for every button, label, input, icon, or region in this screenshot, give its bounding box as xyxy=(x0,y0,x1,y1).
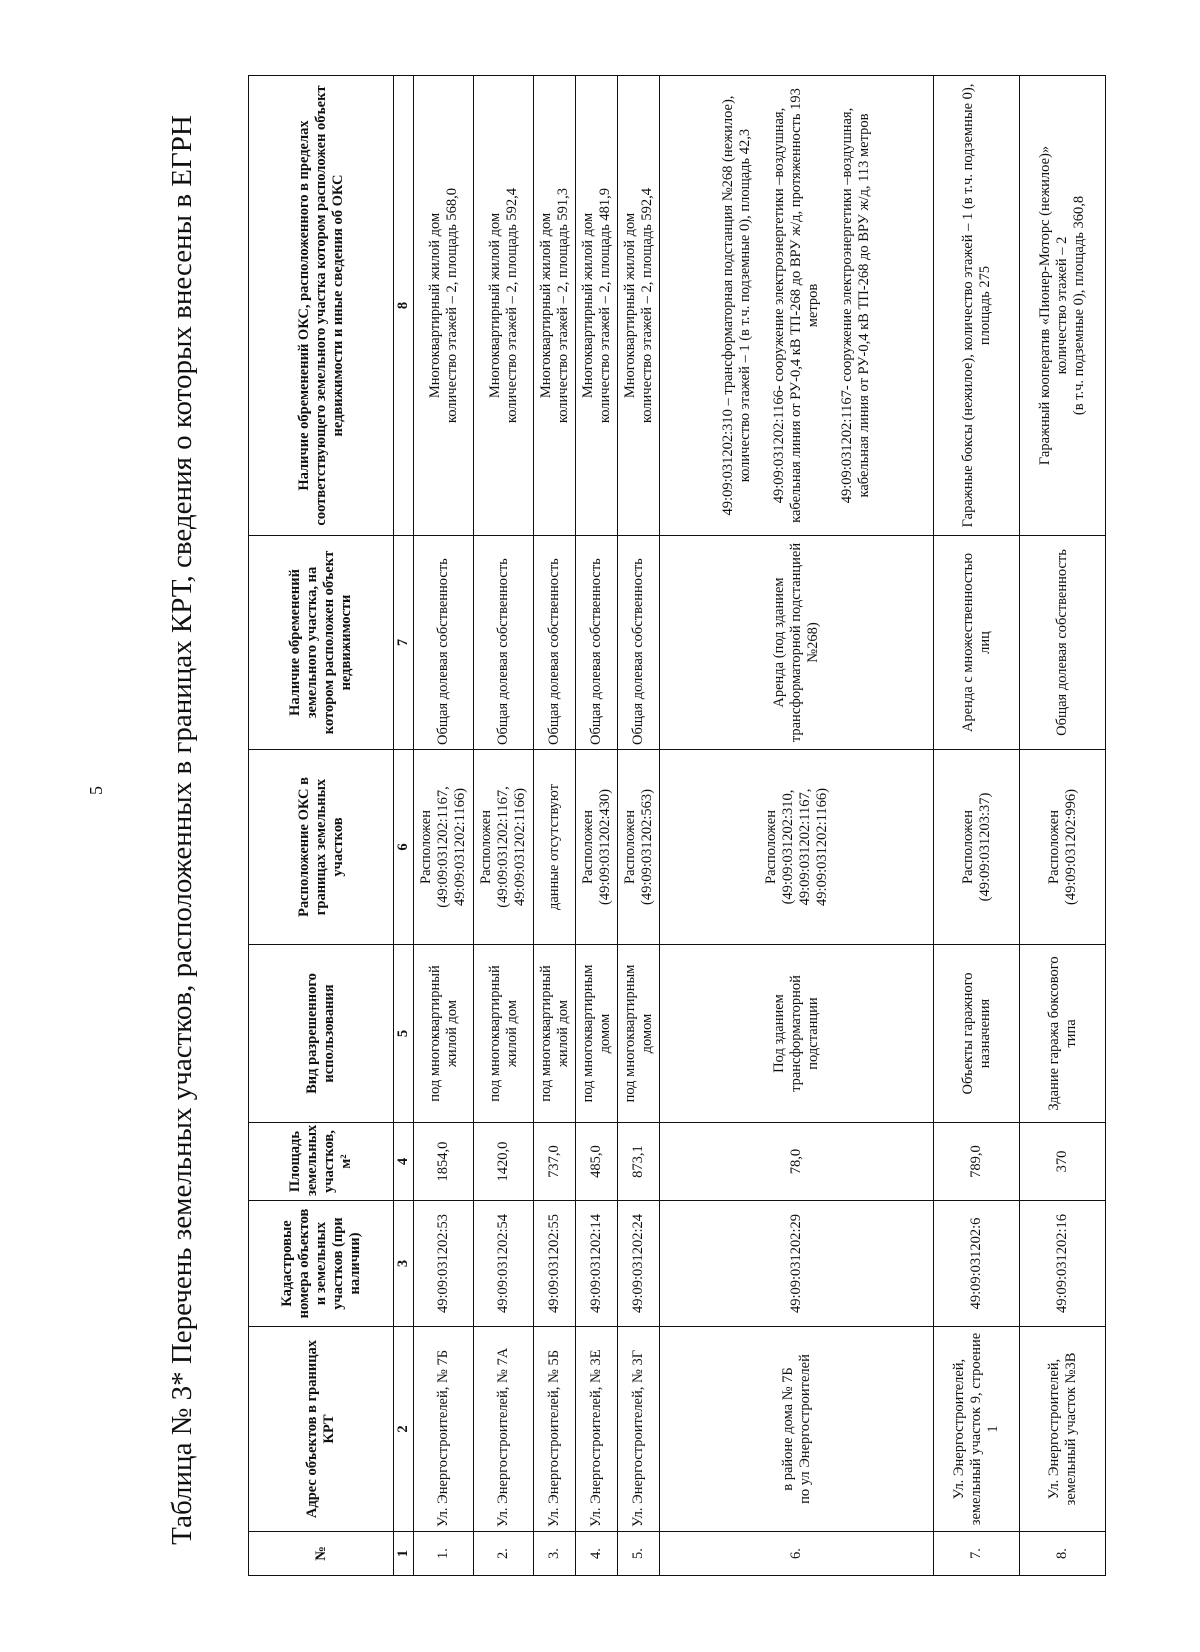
header-number: № xyxy=(249,1532,394,1576)
table-row xyxy=(576,76,618,1576)
encumbrance-oks-cell: Гаражный кооператив «Пионер-Моторс (нежилое)» количество этажей – 2 (в т.ч. подземные 0), площадь 360,8 xyxy=(1020,76,1106,536)
area-cell: 737,0 xyxy=(534,1123,576,1201)
encumbrance-land-cell: Общая долевая собственность xyxy=(576,536,618,750)
cadastral-cell: 49:09:031202:53 xyxy=(414,1201,474,1327)
header-encumbrance-oks: Наличие обременений ОКС, расположенного в пределах соответствующего земельного участка котором расположен объект недвижимости и иные сведения об ОКС xyxy=(249,76,394,536)
header-encumbrance-land: Наличие обременений земельного участка, на котором расположен объект недвижимости xyxy=(249,536,394,750)
table-row xyxy=(534,76,576,1576)
encumbrance-oks-cell: Гаражные боксы (нежилое), количество этажей – 1 (в т.ч. подземные 0), площадь 275 xyxy=(934,76,1020,536)
header-use: Вид разрешенного использования xyxy=(249,945,394,1123)
location-cell: Расположен (49:09:031202:1167, 49:09:031202:1166) xyxy=(414,750,474,945)
table-row xyxy=(618,76,660,1576)
encumbrance-land-cell: Аренда с множественностью лиц xyxy=(934,536,1020,750)
encumbrance-oks-cell: Многоквартирный жилой дом количество этажей – 2, площадь 592,4 xyxy=(618,76,660,536)
cadastral-cell: 49:09:031202:6 xyxy=(934,1201,1020,1327)
table-row xyxy=(1020,76,1106,1576)
encumbrance-oks-cell: Многоквартирный жилой дом количество этажей – 2, площадь 591,3 xyxy=(534,76,576,536)
cadastral-cell: 49:09:031202:54 xyxy=(474,1201,534,1327)
row-number: 2. xyxy=(474,1532,534,1576)
table-row xyxy=(934,76,1020,1576)
column-number: 8 xyxy=(394,76,414,536)
location-cell: Расположен (49:09:031202:310, 49:09:031202:1167, 49:09:031202:1166) xyxy=(660,750,934,945)
page-number: 5 xyxy=(86,786,106,795)
use-cell: Объекты гаражного назначения xyxy=(934,945,1020,1123)
address-cell: в районе дома № 7Б по ул Энергостроителей xyxy=(660,1327,934,1532)
column-number: 1 xyxy=(394,1532,414,1576)
cadastral-cell: 49:09:031202:24 xyxy=(618,1201,660,1327)
encumbrance-land-cell: Общая долевая собственность xyxy=(1020,536,1106,750)
area-cell: 789,0 xyxy=(934,1123,1020,1201)
use-cell: Здание гаража боксового типа xyxy=(1020,945,1106,1123)
land-plots-table xyxy=(248,75,1106,1576)
encumbrance-land-cell: Общая долевая собственность xyxy=(414,536,474,750)
encumbrance-land-cell: Общая долевая собственность xyxy=(474,536,534,750)
location-cell: Расположен (49:09:031202:996) xyxy=(1020,750,1106,945)
location-cell: Расположен (49:09:031202:563) xyxy=(618,750,660,945)
table-title: Таблица № 3* Перечень земельных участков, расположенных в границах КРТ, сведения о которых внесены в ЕГРН xyxy=(166,115,198,1545)
area-cell: 1854,0 xyxy=(414,1123,474,1201)
location-cell: Расположен (49:09:031202:430) xyxy=(576,750,618,945)
column-number: 3 xyxy=(394,1201,414,1327)
column-number: 2 xyxy=(394,1327,414,1532)
header-cadastral: Кадастровые номера объектов и земельных участков (при наличии) xyxy=(249,1201,394,1327)
cadastral-cell: 49:09:031202:29 xyxy=(660,1201,934,1327)
area-cell: 370 xyxy=(1020,1123,1106,1201)
address-cell: Ул. Энергостроителей, № 7А xyxy=(474,1327,534,1532)
encumbrance-oks-cell: Многоквартирный жилой дом количество этажей – 2, площадь 568,0 xyxy=(414,76,474,536)
area-cell: 1420,0 xyxy=(474,1123,534,1201)
area-cell: 78,0 xyxy=(660,1123,934,1201)
location-cell: Расположен (49:09:031203:37) xyxy=(934,750,1020,945)
use-cell: под многоквартирный жилой дом xyxy=(474,945,534,1123)
table-row xyxy=(660,76,934,1576)
use-cell: Под зданием трансформаторной подстанции xyxy=(660,945,934,1123)
header-location: Расположение ОКС в границах земельных участков xyxy=(249,750,394,945)
cadastral-cell: 49:09:031202:16 xyxy=(1020,1201,1106,1327)
address-cell: Ул. Энергостроителей, № 3Г xyxy=(618,1327,660,1532)
area-cell: 485,0 xyxy=(576,1123,618,1201)
encumbrance-oks-cell: Многоквартирный жилой дом количество этажей – 2, площадь 592,4 xyxy=(474,76,534,536)
column-number-row xyxy=(394,76,414,1576)
row-number: 5. xyxy=(618,1532,660,1576)
area-cell: 873,1 xyxy=(618,1123,660,1201)
row-number: 1. xyxy=(414,1532,474,1576)
address-cell: Ул. Энергостроителей, земельный участок №3В xyxy=(1020,1327,1106,1532)
table-header-row xyxy=(249,76,394,1576)
location-cell: Расположен (49:09:031202:1167, 49:09:031202:1166) xyxy=(474,750,534,945)
row-number: 4. xyxy=(576,1532,618,1576)
cadastral-cell: 49:09:031202:55 xyxy=(534,1201,576,1327)
column-number: 4 xyxy=(394,1123,414,1201)
use-cell: под многоквартирный жилой дом xyxy=(414,945,474,1123)
use-cell: под многоквартирным домом xyxy=(576,945,618,1123)
table-row xyxy=(474,76,534,1576)
cadastral-cell: 49:09:031202:14 xyxy=(576,1201,618,1327)
encumbrance-oks-cell: Многоквартирный жилой дом количество этажей – 2, площадь 481,9 xyxy=(576,76,618,536)
row-number: 7. xyxy=(934,1532,1020,1576)
address-cell: Ул. Энергостроителей, земельный участок 9, строение 1 xyxy=(934,1327,1020,1532)
row-number: 6. xyxy=(660,1532,934,1576)
location-cell: данные отсутствуют xyxy=(534,750,576,945)
address-cell: Ул. Энергостроителей, № 5Б xyxy=(534,1327,576,1532)
row-number: 8. xyxy=(1020,1532,1106,1576)
rotated-page-content xyxy=(166,60,1186,1600)
column-number: 6 xyxy=(394,750,414,945)
encumbrance-oks-cell: 49:09:031202:310 – трансформаторная подстанция №268 (нежилое), количество этажей – 1 (в т.ч. подземные 0), площадь 42,3 49:09:031202:1166- сооружение электроэнергетики –воздушная, кабельная линия от РУ-0,4 кВ ТП-268 до ВРУ ж/д, протяженность 193 метров 49:09:031202:1167- сооружение электроэнергетики –воздушная, кабельная линия от РУ-0,4 кВ ТП-268 до ВРУ ж/д, 113 метров xyxy=(660,76,934,536)
header-area: Площадь земельных участков, м² xyxy=(249,1123,394,1201)
table-row xyxy=(414,76,474,1576)
address-cell: Ул. Энергостроителей, № 7Б xyxy=(414,1327,474,1532)
column-number: 7 xyxy=(394,536,414,750)
use-cell: под многоквартирный жилой дом xyxy=(534,945,576,1123)
encumbrance-land-cell: Общая долевая собственность xyxy=(618,536,660,750)
row-number: 3. xyxy=(534,1532,576,1576)
header-address: Адрес объектов в границах КРТ xyxy=(249,1327,394,1532)
use-cell: под многоквартирным домом xyxy=(618,945,660,1123)
encumbrance-land-cell: Аренда (под зданием трансформаторной подстанцией №268) xyxy=(660,536,934,750)
address-cell: Ул. Энергостроителей, № 3Е xyxy=(576,1327,618,1532)
encumbrance-land-cell: Общая долевая собственность xyxy=(534,536,576,750)
column-number: 5 xyxy=(394,945,414,1123)
